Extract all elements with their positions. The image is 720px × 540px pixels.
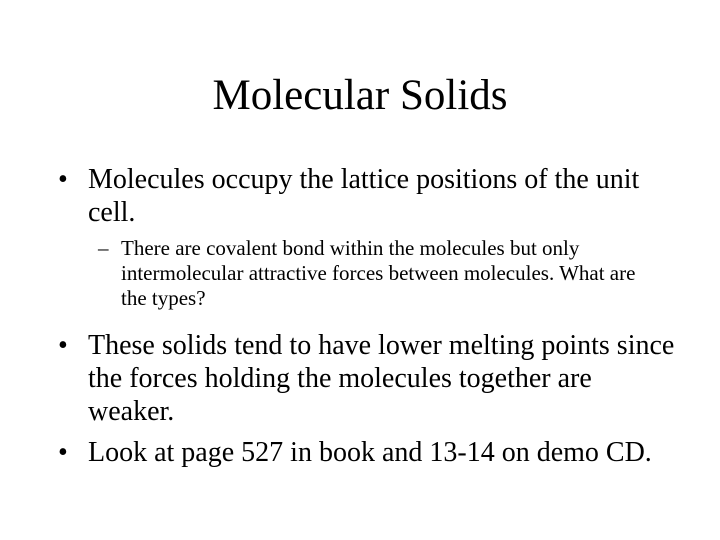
slide-title: Molecular Solids (212, 72, 508, 119)
bullet-text: Molecules occupy the lattice positions of the unit cell. (88, 164, 640, 228)
sub-bullet-text: There are covalent bond within the molecules but only intermolecular attractive forces between molecules. What are the types? (121, 236, 636, 310)
bullet-marker: • (58, 164, 68, 195)
sub-bullet-marker: – (98, 236, 109, 260)
bullet-text: Look at page 527 in book and 13-14 on demo CD. (88, 437, 652, 468)
bullet-marker: • (58, 330, 68, 361)
bullet-marker: • (58, 437, 68, 468)
bullet-text: These solids tend to have lower melting points since the forces holding the molecules together are weaker. (88, 330, 675, 427)
bullet-item-page-reference (58, 436, 688, 469)
bullet-item-melting-points (58, 329, 678, 428)
sub-bullet-item-covalent-bonds (98, 236, 658, 311)
bullet-item-lattice-positions (58, 163, 658, 229)
